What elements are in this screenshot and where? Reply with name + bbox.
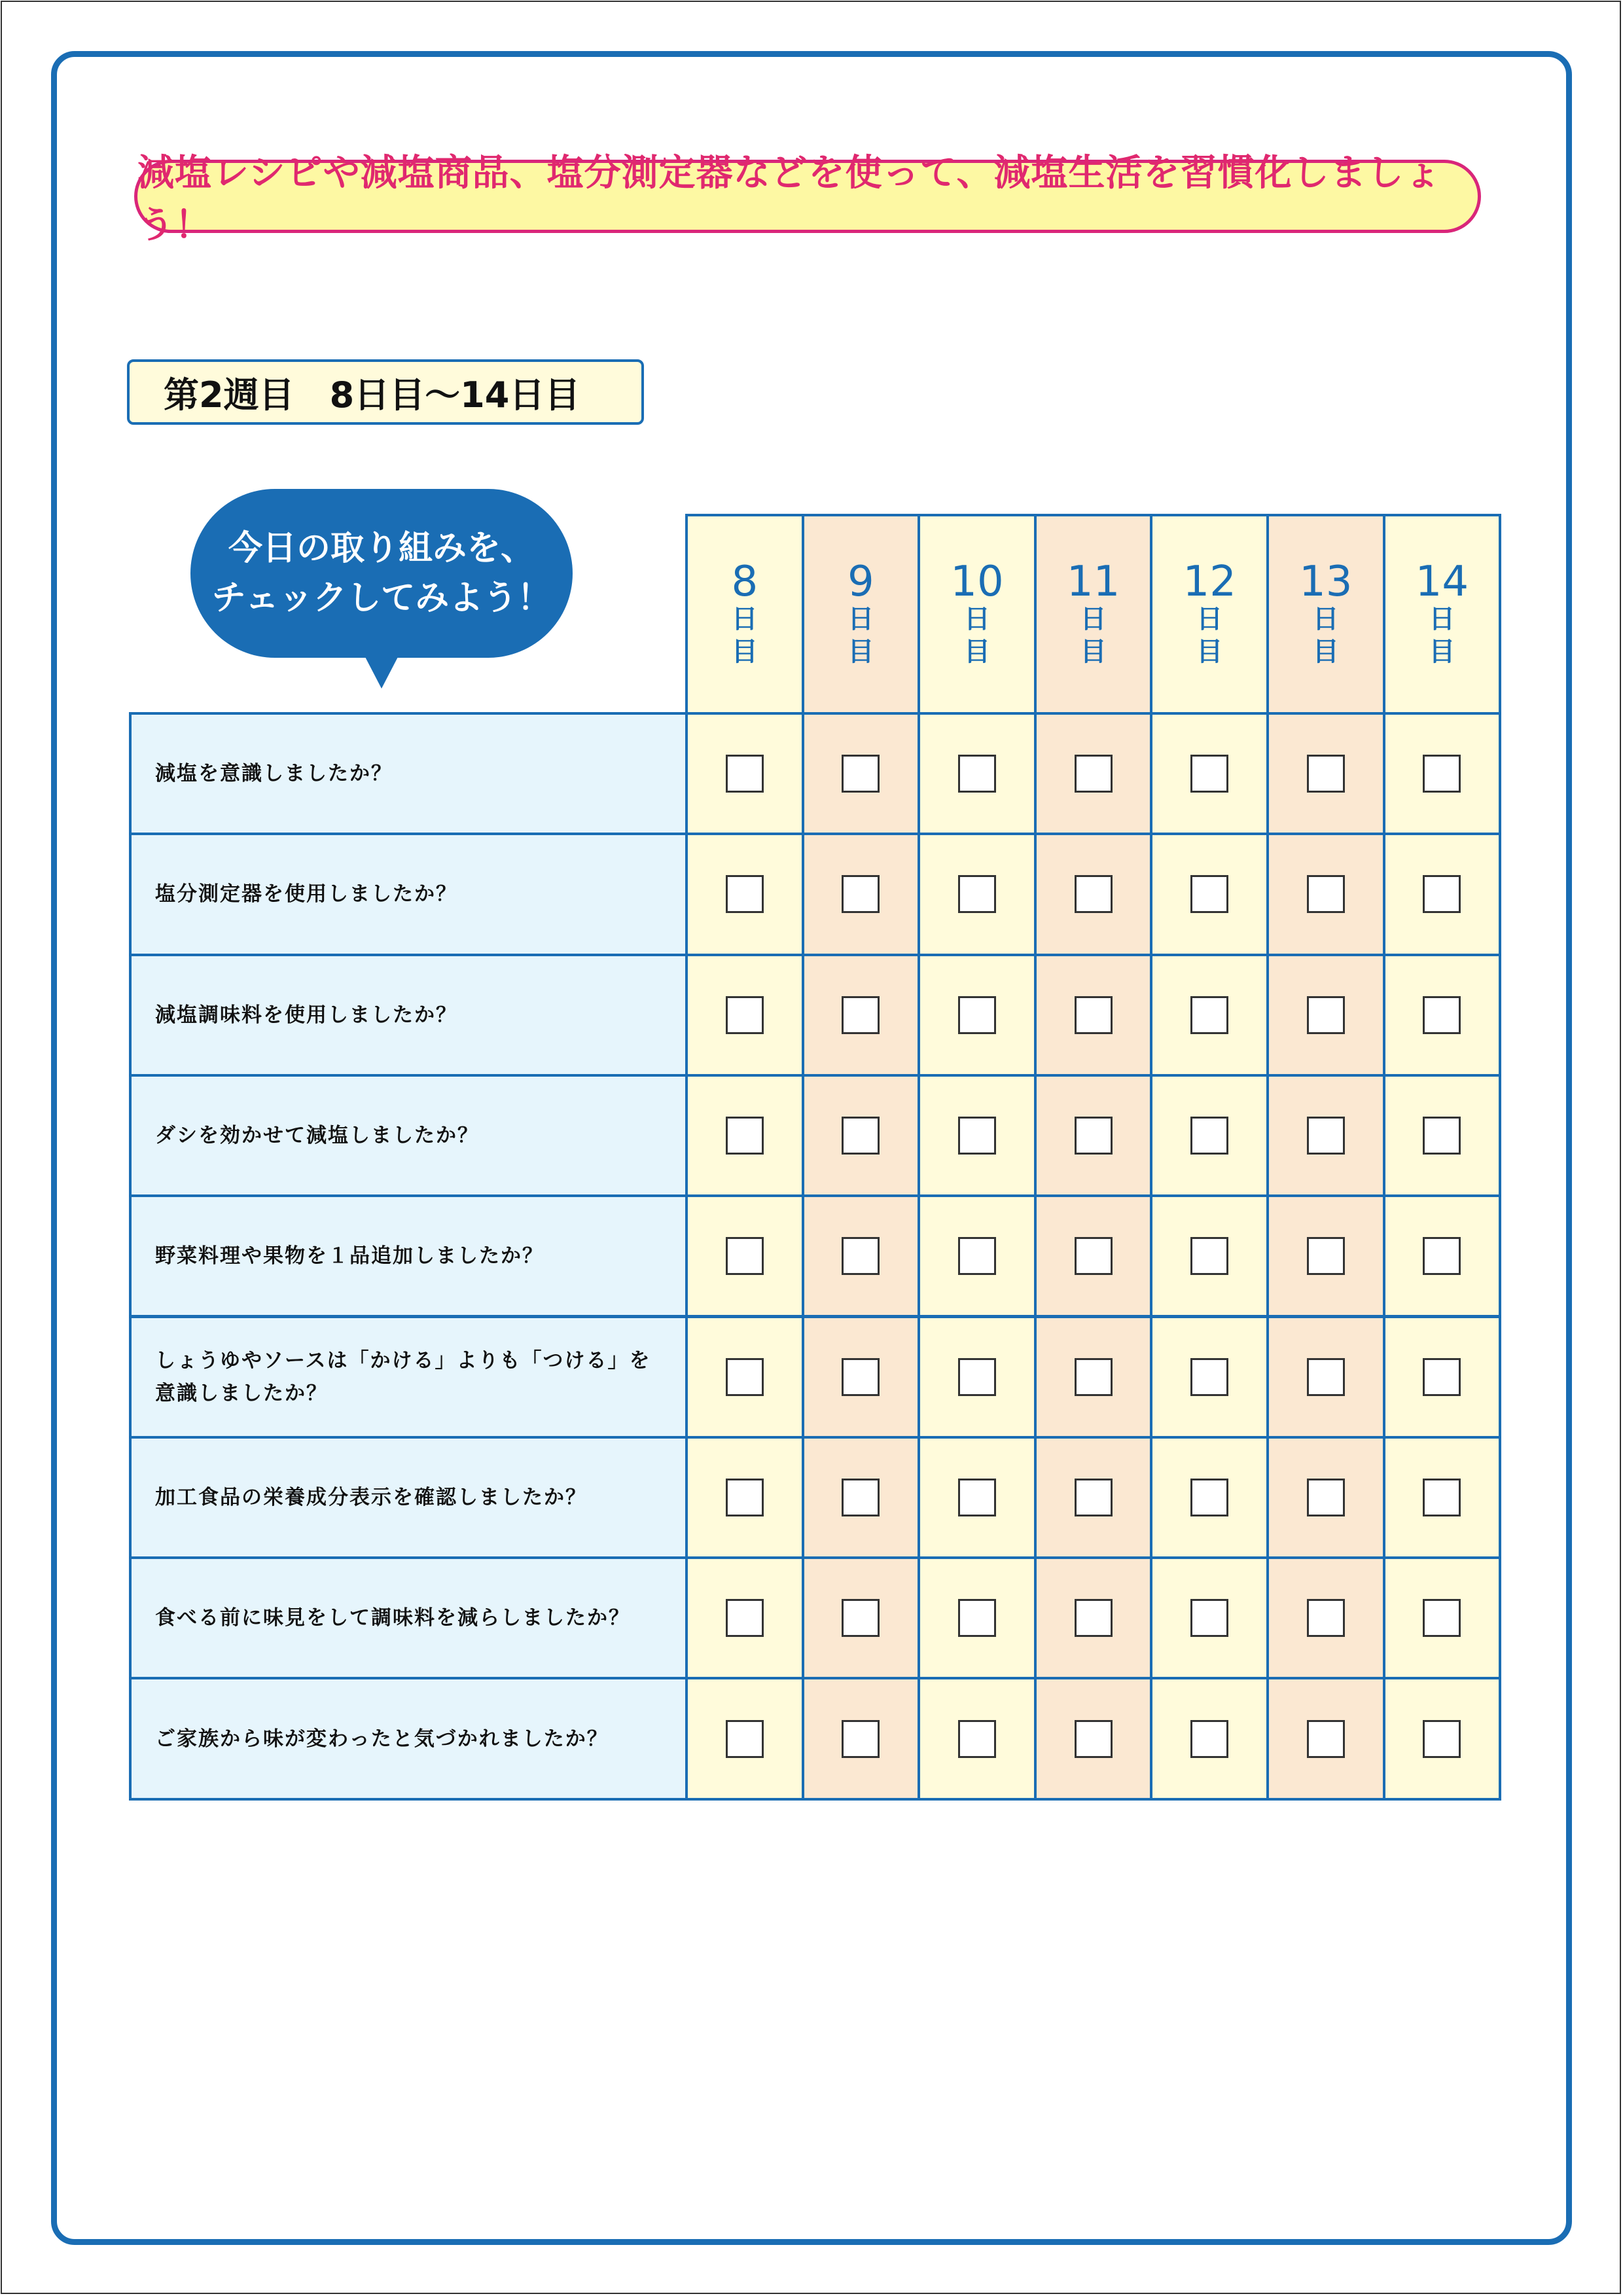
checkbox[interactable] xyxy=(1423,1237,1461,1275)
checkbox[interactable] xyxy=(1307,1237,1345,1275)
check-cell xyxy=(685,1194,804,1318)
day-suffix-1: 日 xyxy=(847,603,874,634)
check-cell xyxy=(685,954,804,1077)
check-cell xyxy=(685,1316,804,1439)
checkbox[interactable] xyxy=(1075,1358,1113,1396)
checkbox[interactable] xyxy=(842,1479,880,1516)
checkbox[interactable] xyxy=(726,996,764,1034)
check-cell xyxy=(1266,833,1385,956)
day-suffix-2: 目 xyxy=(1429,636,1455,667)
check-cell xyxy=(1383,1316,1502,1439)
checkbox[interactable] xyxy=(958,1720,996,1758)
question-text: ダシを効かせて減塩しましたか？ xyxy=(155,1124,479,1148)
checkbox[interactable] xyxy=(1307,875,1345,913)
checkbox[interactable] xyxy=(1423,996,1461,1034)
check-cell xyxy=(1150,1556,1269,1679)
day-number: 13 xyxy=(1299,557,1353,606)
day-header-14 xyxy=(1383,514,1502,715)
checkbox[interactable] xyxy=(1190,1720,1228,1758)
checkbox[interactable] xyxy=(842,755,880,793)
check-cell xyxy=(1383,1556,1502,1679)
question-text: 減塩調味料を使用しましたか？ xyxy=(155,1003,457,1027)
checkbox[interactable] xyxy=(1075,755,1113,793)
check-cell xyxy=(1150,1194,1269,1318)
checkbox[interactable] xyxy=(1190,1599,1228,1637)
checkbox[interactable] xyxy=(958,1599,996,1637)
question-text: しょうゆやソースは「かける」よりも「つける」を意識しましたか？ xyxy=(155,1348,651,1405)
day-suffix-2: 目 xyxy=(1080,636,1107,667)
check-cell xyxy=(1266,1074,1385,1197)
checkbox[interactable] xyxy=(726,755,764,793)
day-number: 9 xyxy=(847,557,874,606)
check-cell xyxy=(918,1556,1037,1679)
check-cell xyxy=(802,1677,921,1800)
question-cell xyxy=(129,954,689,1077)
question-cell xyxy=(129,712,689,835)
checkbox[interactable] xyxy=(726,875,764,913)
checkbox[interactable] xyxy=(1307,1479,1345,1516)
check-cell xyxy=(918,1436,1037,1559)
checkbox[interactable] xyxy=(1307,1358,1345,1396)
checkbox[interactable] xyxy=(726,1720,764,1758)
checkbox[interactable] xyxy=(842,1117,880,1155)
checkbox[interactable] xyxy=(726,1237,764,1275)
check-cell xyxy=(1383,1194,1502,1318)
check-cell xyxy=(685,712,804,835)
check-cell xyxy=(802,1194,921,1318)
question-cell xyxy=(129,1194,689,1318)
check-cell xyxy=(918,1677,1037,1800)
checkbox[interactable] xyxy=(958,1117,996,1155)
check-cell xyxy=(1266,1677,1385,1800)
check-cell xyxy=(685,1074,804,1197)
day-suffix-2: 目 xyxy=(1196,636,1223,667)
day-suffix-1: 日 xyxy=(731,603,758,634)
day-header-9 xyxy=(802,514,921,715)
checkbox[interactable] xyxy=(1075,1117,1113,1155)
check-cell xyxy=(1034,1436,1153,1559)
check-cell xyxy=(1383,1436,1502,1559)
day-number: 8 xyxy=(731,557,758,606)
check-cell xyxy=(1266,1556,1385,1679)
check-cell xyxy=(802,954,921,1077)
checkbox[interactable] xyxy=(1307,1599,1345,1637)
checkbox[interactable] xyxy=(1307,755,1345,793)
checkbox[interactable] xyxy=(1307,996,1345,1034)
check-cell xyxy=(1266,1194,1385,1318)
day-number: 10 xyxy=(950,557,1004,606)
check-cell xyxy=(918,1194,1037,1318)
question-text: 食べる前に味見をして調味料を減らしましたか？ xyxy=(155,1606,630,1630)
check-cell xyxy=(918,712,1037,835)
checkbox[interactable] xyxy=(1423,1117,1461,1155)
day-number: 14 xyxy=(1415,557,1469,606)
check-cell xyxy=(802,1556,921,1679)
checkbox[interactable] xyxy=(1075,875,1113,913)
question-cell xyxy=(129,1074,689,1197)
question-cell xyxy=(129,1316,689,1439)
checkbox[interactable] xyxy=(1423,1599,1461,1637)
check-cell xyxy=(802,833,921,956)
check-cell xyxy=(1150,1316,1269,1439)
checkbox[interactable] xyxy=(1190,755,1228,793)
question-cell xyxy=(129,1677,689,1800)
checkbox[interactable] xyxy=(1190,1358,1228,1396)
day-suffix-1: 日 xyxy=(1312,603,1339,634)
check-cell xyxy=(1150,833,1269,956)
day-number: 12 xyxy=(1183,557,1236,606)
question-text: ご家族から味が変わったと気づかれましたか？ xyxy=(155,1727,609,1751)
check-cell xyxy=(1383,954,1502,1077)
checkbox[interactable] xyxy=(1075,1720,1113,1758)
check-cell xyxy=(685,1436,804,1559)
check-cell xyxy=(802,1074,921,1197)
checkbox[interactable] xyxy=(1190,1479,1228,1516)
checkbox[interactable] xyxy=(842,1720,880,1758)
check-cell xyxy=(1034,1194,1153,1318)
checkbox[interactable] xyxy=(1075,1237,1113,1275)
check-cell xyxy=(1034,1074,1153,1197)
check-cell xyxy=(1150,954,1269,1077)
checkbox[interactable] xyxy=(958,1479,996,1516)
check-cell xyxy=(1266,1316,1385,1439)
checkbox[interactable] xyxy=(726,1599,764,1637)
day-suffix-2: 目 xyxy=(963,636,990,667)
speech-bubble-line1: 今日の取り組みを、 xyxy=(228,529,535,568)
check-cell xyxy=(685,833,804,956)
check-cell xyxy=(1383,1677,1502,1800)
question-text: 野菜料理や果物を１品追加しましたか？ xyxy=(155,1244,544,1268)
checkbox[interactable] xyxy=(958,875,996,913)
check-cell xyxy=(918,833,1037,956)
checkbox[interactable] xyxy=(1190,1117,1228,1155)
checkbox[interactable] xyxy=(842,1358,880,1396)
check-cell xyxy=(1034,712,1153,835)
day-suffix-1: 日 xyxy=(1429,603,1455,634)
check-cell xyxy=(1150,1436,1269,1559)
check-cell xyxy=(918,1074,1037,1197)
check-cell xyxy=(802,1436,921,1559)
check-cell xyxy=(1266,712,1385,835)
day-suffix-1: 日 xyxy=(1196,603,1223,634)
check-cell xyxy=(1266,1436,1385,1559)
check-cell xyxy=(685,1677,804,1800)
checkbox[interactable] xyxy=(1307,1117,1345,1155)
checkbox[interactable] xyxy=(958,996,996,1034)
check-cell xyxy=(1034,1556,1153,1679)
check-cell xyxy=(1150,712,1269,835)
check-cell xyxy=(1383,1074,1502,1197)
check-cell xyxy=(918,954,1037,1077)
headline-banner: 減塩レシピや減塩商品、塩分測定器などを使って、減塩生活を習慣化しましょう！ xyxy=(134,160,1481,233)
question-cell xyxy=(129,833,689,956)
day-suffix-1: 日 xyxy=(1080,603,1107,634)
question-cell xyxy=(129,1556,689,1679)
question-text: 減塩を意識しましたか？ xyxy=(155,762,393,786)
day-suffix-1: 日 xyxy=(963,603,990,634)
checkbox[interactable] xyxy=(1307,1720,1345,1758)
speech-bubble-line2: チェックしてみよう！ xyxy=(211,579,552,618)
checkbox[interactable] xyxy=(958,1358,996,1396)
day-header-13 xyxy=(1266,514,1385,715)
check-cell xyxy=(1383,712,1502,835)
question-text: 加工食品の栄養成分表示を確認しましたか？ xyxy=(155,1485,587,1509)
check-cell xyxy=(802,1316,921,1439)
question-text: 塩分測定器を使用しましたか？ xyxy=(155,882,457,906)
speech-bubble-tail xyxy=(364,655,399,689)
check-cell xyxy=(1150,1677,1269,1800)
day-header-10 xyxy=(918,514,1037,715)
checkbox[interactable] xyxy=(1075,1599,1113,1637)
check-cell xyxy=(1383,833,1502,956)
checkbox[interactable] xyxy=(1423,875,1461,913)
day-header-8 xyxy=(685,514,804,715)
speech-bubble xyxy=(190,489,573,658)
checkbox[interactable] xyxy=(726,1117,764,1155)
day-suffix-2: 目 xyxy=(847,636,874,667)
check-cell xyxy=(1034,833,1153,956)
checkbox[interactable] xyxy=(842,996,880,1034)
check-cell xyxy=(1266,954,1385,1077)
checkbox[interactable] xyxy=(726,1479,764,1516)
check-cell xyxy=(1034,1677,1153,1800)
checkbox[interactable] xyxy=(958,1237,996,1275)
checkbox[interactable] xyxy=(842,875,880,913)
check-cell xyxy=(685,1556,804,1679)
day-suffix-2: 目 xyxy=(1312,636,1339,667)
check-cell xyxy=(1034,1316,1153,1439)
check-cell xyxy=(918,1316,1037,1439)
checkbox[interactable] xyxy=(1075,1479,1113,1516)
day-header-11 xyxy=(1034,514,1153,715)
checkbox[interactable] xyxy=(1190,875,1228,913)
checkbox[interactable] xyxy=(1190,1237,1228,1275)
checkbox[interactable] xyxy=(1423,1720,1461,1758)
day-header-12 xyxy=(1150,514,1269,715)
day-number: 11 xyxy=(1066,557,1120,606)
checkbox[interactable] xyxy=(1423,1479,1461,1516)
checkbox[interactable] xyxy=(842,1237,880,1275)
question-cell xyxy=(129,1436,689,1559)
checkbox[interactable] xyxy=(842,1599,880,1637)
checkbox[interactable] xyxy=(1190,996,1228,1034)
checkbox[interactable] xyxy=(958,755,996,793)
check-cell xyxy=(1034,954,1153,1077)
week-label: 第2週目 8日目〜14日目 xyxy=(127,359,644,425)
checkbox[interactable] xyxy=(726,1358,764,1396)
day-suffix-2: 目 xyxy=(731,636,758,667)
checkbox[interactable] xyxy=(1423,1358,1461,1396)
check-cell xyxy=(1150,1074,1269,1197)
checkbox[interactable] xyxy=(1423,755,1461,793)
check-cell xyxy=(802,712,921,835)
checkbox[interactable] xyxy=(1075,996,1113,1034)
